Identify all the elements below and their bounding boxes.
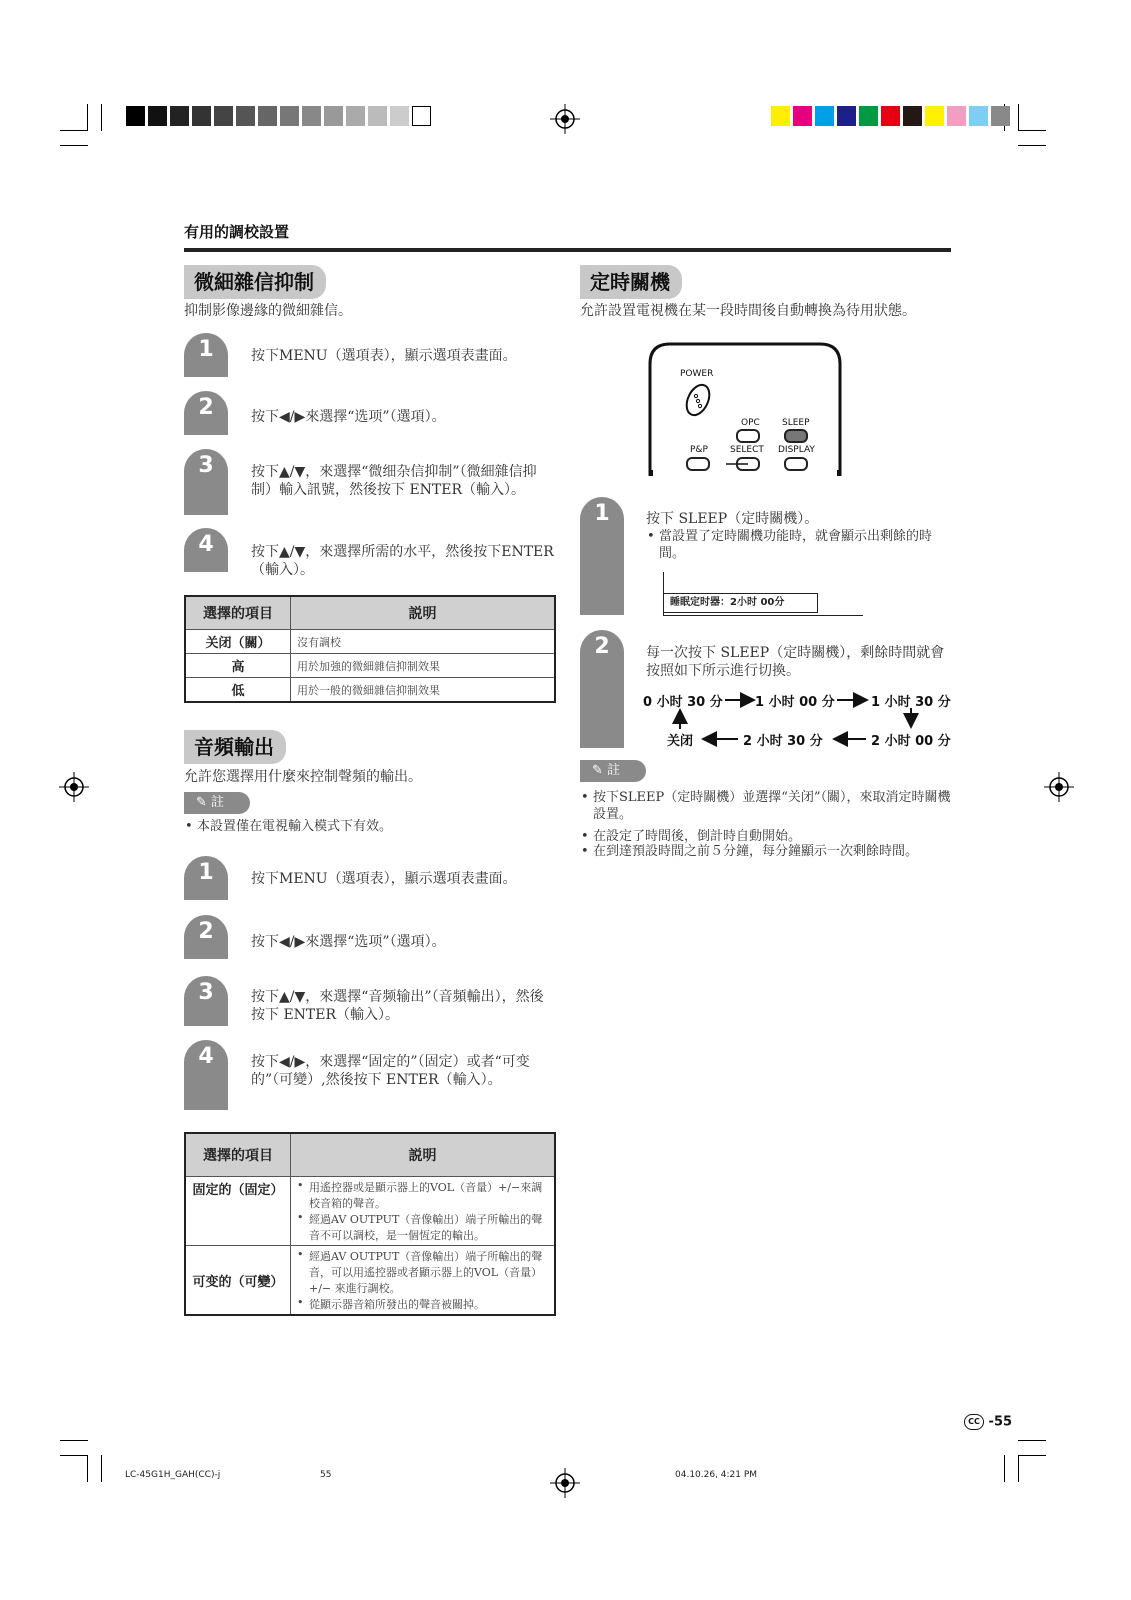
table-row [185,678,555,703]
crop-mark [60,1440,88,1441]
color-swatch [947,106,966,126]
crop-mark [60,130,88,131]
section-title-audio: 音頻輸出 [184,730,286,764]
crop-mark [60,1455,88,1456]
flow-step: 关闭 [667,734,694,749]
option-desc: 用於一般的微細雜信抑制效果 [291,678,556,703]
crop-mark [1004,1455,1005,1482]
note-label: 註 [607,763,621,778]
table-header: 説明 [291,596,556,630]
option-key: 高 [185,654,291,678]
crop-mark [1018,104,1019,131]
footer-timestamp: 04.10.26, 4:21 PM [675,1470,758,1480]
step-number: 1 [580,497,624,615]
crop-mark [60,145,88,146]
option-desc: 用於加強的微細雜信抑制效果 [291,654,556,678]
page-number-dash: - [988,1414,994,1430]
step-text: 按下▲/▼，來選擇“微细杂信抑制”（微細雜信抑制）輸入訊號，然後按下 ENTER（輸入）。 [251,464,537,498]
color-swatch [771,106,790,126]
display-label: DISPLAY [778,445,815,455]
opc-button [736,429,760,443]
color-swatch [903,106,922,126]
option-key: 固定的（固定） [185,1177,291,1246]
color-swatch [815,106,834,126]
gray-swatch [192,106,211,126]
step-number: 4 [184,1040,228,1110]
table-row [185,1246,555,1316]
note-tag [184,792,250,814]
pp-label: P&P [690,445,708,455]
option-bullet: • 經過AV OUTPUT（音像輸出）端子所輸出的聲音不可以調校，是一個恆定的輸出。 [297,1211,543,1242]
gray-swatch [214,106,233,126]
color-swatch [969,106,988,126]
registration-mark-icon [1044,772,1074,802]
step-number: 1 [184,333,228,377]
select-button [736,457,760,471]
step-text: 按下 SLEEP（定時關機）。 [646,511,819,527]
color-swatch [991,106,1010,126]
crop-mark [1018,1455,1046,1456]
audio-options-table [184,1132,556,1316]
step-number: 3 [184,449,228,515]
table-row [185,654,555,678]
remote-illustration [648,342,842,477]
sleep-button [784,429,808,443]
gray-swatch [280,106,299,126]
note-bullet: • 在設定了時間後，倒計時自動開始。 [593,828,951,845]
osd-sleep-timer: 睡眠定时器：2小时 00分 [663,593,818,613]
step-number: 2 [184,915,228,959]
pencil-icon: ✎ [592,763,603,778]
option-bullet: • 用遙控器或是顯示器上的VOL（音量）+/−來調校音箱的聲音。 [297,1179,543,1210]
power-button-icon [682,382,714,418]
option-bullet-text: 從顯示器音箱所發出的聲音被關掉。 [309,1298,485,1311]
page-header-title: 有用的調校設置 [184,223,290,241]
step-text: 按下◀/▶來選擇“选项”（選項）。 [251,409,446,425]
table-header: 選擇的項目 [185,1133,291,1177]
crop-mark [1018,130,1046,131]
crop-mark [87,1455,88,1482]
flow-step: 1 小时 00 分 [755,695,835,710]
crop-mark [1018,1440,1046,1441]
display-button [784,457,808,471]
gray-swatch [236,106,255,126]
pp-button [686,457,710,471]
step-text: 按下▲/▼，來選擇“音频输出”（音頻輸出），然後按下 ENTER（輸入）。 [251,989,544,1023]
option-desc: 沒有調校 [291,630,556,654]
footer-page: 55 [320,1470,332,1480]
step-text: 按下MENU（選項表），顯示選項表畫面。 [251,871,517,887]
option-key: 低 [185,678,291,703]
flow-step: 1 小时 30 分 [871,695,951,710]
option-key: 可变的（可變） [185,1246,291,1316]
step-text: 每一次按下 SLEEP（定時關機），剩餘時間就會按照如下所示進行切換。 [646,645,945,679]
step-number: 2 [580,630,624,748]
option-bullet: • 經過AV OUTPUT（音像輸出）端子所輸出的聲音，可以用遙控器或者顯示器上的VOL（音量）+/− 來進行調校。 [297,1248,543,1295]
table-row [185,1177,555,1246]
section-title-sleep: 定時關機 [580,265,682,299]
sleep-cycle-diagram [640,688,955,750]
option-bullet: • 從顯示器音箱所發出的聲音被關掉。 [297,1296,485,1311]
footer-file: LC-45G1H_GAH(CC)-j [125,1470,221,1480]
osd-display [663,572,863,616]
select-label: SELECT [730,445,764,455]
gray-swatch [324,106,343,126]
flow-arrows-icon [640,688,955,750]
note-bullet: • 按下SLEEP（定時關機）並選擇“关闭”（關），來取消定時關機設置。 [593,789,951,823]
step-text: 按下▲/▼，來選擇所需的水平，然後按下ENTER（輸入）。 [251,544,554,578]
crop-mark [101,104,102,131]
step-bullet: • 當設置了定時關機功能時，就會顯示出剩餘的時間。 [659,528,951,562]
gray-swatch [126,106,145,126]
note-tag [580,760,646,782]
gray-swatch [346,106,365,126]
crop-mark [101,1455,102,1482]
table-header: 選擇的項目 [185,596,291,630]
registration-mark-icon [550,104,580,134]
color-swatch [925,106,944,126]
note-label: 註 [211,795,225,810]
noise-options-table [184,595,556,703]
color-swatch [793,106,812,126]
color-swatch [859,106,878,126]
table-row [185,630,555,654]
gray-swatch [258,106,277,126]
step-number: 3 [184,976,228,1026]
cc-region-icon: CC [964,1414,984,1430]
gray-swatch [412,106,431,126]
section-desc-noise: 抑制影像邊緣的微細雜信。 [184,303,352,319]
color-swatch [837,106,856,126]
opc-label: OPC [741,418,760,428]
section-desc-audio: 允許您選擇用什麼來控制聲頻的輸出。 [184,769,422,785]
note-bullet: • 本設置僅在電視輸入模式下有效。 [197,818,392,835]
pencil-icon: ✎ [196,795,207,810]
step-number: 2 [184,391,228,435]
section-title-noise: 微細雜信抑制 [184,265,326,299]
gray-swatch [368,106,387,126]
header-rule [184,248,951,252]
gray-swatch [302,106,321,126]
power-label: POWER [680,369,714,379]
page-number-value: 55 [993,1414,1013,1430]
section-desc-sleep: 允許設置電視機在某一段時間後自動轉換為待用狀態。 [580,303,916,319]
color-swatch [881,106,900,126]
sleep-label: SLEEP [782,418,810,428]
step-text: 按下◀/▶來選擇“选项”（選項）。 [251,934,446,950]
crop-mark [87,104,88,131]
crop-mark [1018,145,1046,146]
option-bullet-text: 經過AV OUTPUT（音像輸出）端子所輸出的聲音不可以調校，是一個恆定的輸出。 [309,1213,543,1242]
option-bullet-text: 經過AV OUTPUT（音像輸出）端子所輸出的聲音，可以用遙控器或者顯示器上的VOL（音量）+/− 來進行調校。 [309,1250,543,1295]
step-number: 1 [184,856,228,900]
table-header: 説明 [291,1133,556,1177]
note-bullet: • 在到達預設時間之前５分鐘，每分鐘顯示一次剩餘時間。 [593,843,951,860]
gray-swatch [148,106,167,126]
crop-mark [1018,1455,1019,1482]
flow-step: 2 小时 30 分 [743,734,823,749]
registration-mark-icon [550,1468,580,1498]
option-key: 关闭（關） [185,630,291,654]
gray-swatch [390,106,409,126]
gray-swatch [170,106,189,126]
step-text: 按下MENU（選項表），顯示選項表畫面。 [251,348,517,364]
page-number [964,1414,1012,1430]
step-text: 按下◀/▶，來選擇“固定的”（固定）或者“可变的”（可變）,然後按下 ENTER（輸入）。 [251,1054,530,1088]
flow-step: 0 小时 30 分 [643,695,723,710]
flow-step: 2 小时 00 分 [871,734,951,749]
step-number: 4 [184,528,228,572]
option-bullet-text: 用遙控器或是顯示器上的VOL（音量）+/−來調校音箱的聲音。 [309,1181,543,1210]
registration-mark-icon [59,772,89,802]
